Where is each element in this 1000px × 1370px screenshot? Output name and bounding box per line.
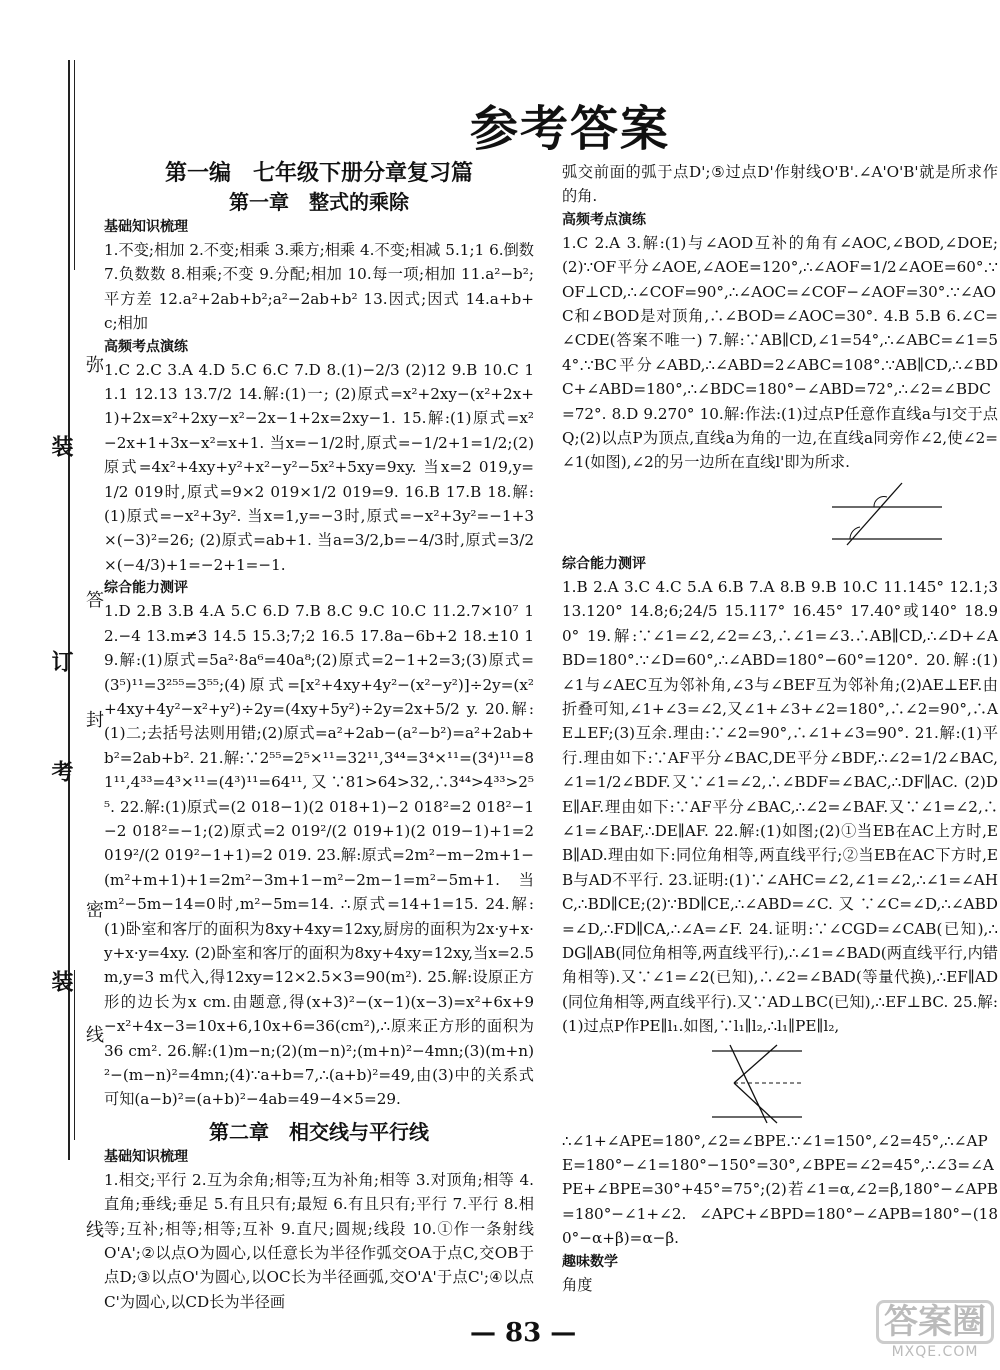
section-heading: 高频考点演练 [104, 338, 188, 355]
answer-block: 1.D 2.B 3.B 4.A 5.C 6.D 7.B 8.C 9.C 10.C 11.2.7×10⁷ 12.−4 13.m≠3 14.5 15.3;7;2 16.5 17.8a−6b+2 18.±10 19.解:(1)原式=5a²·8a⁶=40a⁸;(2)原式=2−1+2=3;(3)原式=(3⁵)¹¹=3²⁵⁵=3⁵⁵;(4)原式=[x²+4xy+4y²−(x²−y²)]÷2y=(x²+4xy+4y²−x²+y²)÷2y=(4xy+5y²)÷2y=2x+5/2 y. 20.解:(1)二;去括号法则用错;(2)原式=a²+2ab−(a²−b²)=a²+2ab+b²=2ab+b². 21.解:∵2⁵⁵=2⁵×¹¹=32¹¹,3⁴⁴=3⁴×¹¹=(3⁴)¹¹=81¹¹,4³³=4³×¹¹=(4³)¹¹=64¹¹,又∵81>64>32,∴3⁴⁴>4³³>2⁵⁵. 22.解:(1)原式=(2 018−1)(2 018+1)−2 018²=2 018²−1−2 018²=−1;(2)原式=2 019²/(2 019+1)(2 019−1)+1=2 019²/(2 019²−1+1)=2 019. 23.解:原式=2m²−m−2m+1−(m²+m+1)+1=2m²−3m+1−m²−2m−1=m²−5m+1. 当m²−5m−14=0时,m²−5m=14. ∴原式=14+1=15. 24.解:(1)卧室和客厅的面积为8xy+4xy=12xy,厨房的面积为2x·y+x·y+x·y=4xy. (2)卧室和客厅的面积为8xy+4xy=12xy,当x=2.5 m,y=3 m代入,得12xy=12×2.5×3=90(m²). 25.解:设原正方形的边长为x cm.由题意,得(x+3)²−(x−1)(x−3)=x²+6x+9−x²+4x−3=10x+6,10x+6=36(cm²),∴原来正方形的面积为36 cm². 26.解:(1)m−n;(2)(m−n)²;(m+n)²−4mn;(3)(m+n)²−(m−n)²=4mn;(4)∵a+b=7,∴(a+b)²=49,由(3)中的关系式可知(a−b)²=(a+b)²−4ab=49−4×5=29. [104, 602, 534, 1109]
watermark-logo [876, 1300, 994, 1364]
answer-block: 1.相交;平行 2.互为余角;相等;互为补角;相等 3.对顶角;相等 4.直角;垂线;垂足 5.有且只有;最短 6.有且只有;平行 7.平行 8.相等;互补;相等;相等;互补 9.直尺;圆规;线段 10.①作一条射线O'A';②以点O为圆心,以任意长为半径作弧交OA于点C,交OB于点D;③以点O'为圆心,以OC长为半径画弧,交O'A'于点C';④以点C'为圆心,以CD长为半径画 [104, 1170, 534, 1311]
figure-parallel-lines [562, 479, 992, 549]
margin-char: 弥 [83, 355, 104, 373]
chapter-heading: 第二章 相交线与平行线 [209, 1119, 429, 1144]
margin-side-char: 考 [48, 760, 74, 782]
section-heading: 趣味数学 [562, 1253, 618, 1270]
answer-block: ∴∠1+∠APE=180°,∠2=∠BPE.∵∠1=150°,∠2=45°,∴∠APE=180°−∠1=180°−150°=30°,∠BPE=∠2=45°,∴∠3=∠APE+∠BPE=30°+45°=75°;(2)若∠1=α,∠2=β,180°−∠APB=180°−∠1+∠2. ∠APC+∠BPD=180°−∠APB=180°−(180°−α+β)=α−β. [562, 1131, 998, 1248]
page-number: — 83 — [470, 1318, 577, 1348]
section-heading: 综合能力测评 [104, 580, 188, 597]
margin-side-char: 装 [48, 435, 74, 457]
page-title: 参考答案 [470, 101, 671, 157]
answer-block: 1.C 2.C 3.A 4.D 5.C 6.C 7.D 8.(1)−2/3 (2)12 9.B 10.C 11.1 12.13 13.7/2 14.解:(1)一; (2)原式=x²+2xy−(x²+2x+1)+2x=x²+2xy−x²−2x−1+2x=2xy−1. 15.解:(1)原式=x²−2x+1+3x−x²=x+1. 当x=−1/2时,原式=−1/2+1=1/2;(2)原式=4x²+4xy+y²+x²−y²−5x²+5xy=9xy. 当x=2 019,y=1/2 019时,原式=9×2 019×1/2 019=9. 16.B 17.B 18.解:(1)原式=−x²+3y². 当x=1,y=−3时,原式=−x²+3y²=−1+3×(−3)²=26; (2)原式=ab+1. 当a=3/2,b=−4/3时,原式=3/2×(−4/3)+1=−2+1=−1. [104, 360, 534, 574]
margin-char: 密 [83, 900, 104, 918]
margin-char: 线 [83, 1025, 104, 1043]
figure-lines-l1-l2 [562, 1043, 992, 1125]
margin-line-bottom [74, 970, 75, 1140]
watermark-url: MXQE.COM [891, 1344, 979, 1360]
watermark-text: 答案圈 [876, 1300, 994, 1344]
margin-char: 线 [83, 1220, 104, 1238]
answer-block: 1.B 2.A 3.C 4.C 5.A 6.B 7.A 8.B 9.B 10.C 11.145° 12.1;3 13.120° 14.8;6;24/5 15.117° 16.45° 17.40°或140° 18.90° 19.解:∵∠1=∠2,∠2=∠3,∴∠1=∠3.∴AB∥CD,∴∠D+∠ABD=180°.∵∠D=60°,∴∠ABD=180°−60°=120°. 20.解:(1)∠1与∠AEC互为邻补角,∠3与∠BEF互为邻补角;(2)AE⊥EF.由折叠可知,∠1+∠3=∠2,又∠1+∠3+∠2=180°,∴∠2=90°,∴AE⊥EF;(3)互余.理由:∵∠2=90°,∴∠1+∠3=90°. 21.解:(1)平行.理由如下:∵AF平分∠BAC,DE平分∠BDF,∴∠2=1/2∠BAC,∠1=1/2∠BDF.又∵∠1=∠2,∴∠BDF=∠BAC,∴DF∥AC. (2)DE∥AF.理由如下:∵AF平分∠BAC,∴∠2=∠BAF.又∵∠1=∠2,∴∠1=∠BAF,∴DE∥AF. 22.解:(1)如图;(2)①当EB在AC上方时,EB∥AD.理由如下:同位角相等,两直线平行;②当EB在AC下方时,EB与AD不平行. 23.证明:(1)∵∠AHC=∠2,∠1=∠2,∴∠1=∠AHC,∴BD∥CE;(2)∵BD∥CE,∴∠ABD=∠C.又∵∠C=∠D,∴∠ABD=∠D,∴FD∥CA,∴∠A=∠F. 24.证明:∵∠CGD=∠CAB(已知),∴DG∥AB(同位角相等,两直线平行),∴∠1=∠BAD(两直线平行,内错角相等).又∵∠1=∠2(已知),∴∠2=∠BAD(等量代换),∴EF∥AD(同位角相等,两直线平行).又∵AD⊥BC(已知),∴EF⊥BC. 25.解:(1)过点P作PE∥l₁.如图,∵l₁∥l₂,∴l₁∥PE∥l₂, [562, 577, 998, 1036]
margin-side-char: 订 [48, 650, 74, 672]
right-column [562, 160, 998, 1297]
section-heading: 基础知识梳理 [104, 1148, 188, 1165]
margin-line-top [74, 60, 75, 270]
left-column [104, 160, 534, 1314]
section-heading: 高频考点演练 [562, 211, 646, 228]
section-heading: 综合能力测评 [562, 555, 646, 572]
binding-margin [48, 60, 104, 1238]
margin-line [68, 60, 70, 1160]
answer-block: 1.C 2.A 3.解:(1)与∠AOD互补的角有∠AOC,∠BOD,∠DOE;(2)∵OF平分∠AOE,∠AOE=120°,∴∠AOF=1/2∠AOE=60°.∵OF⊥CD,∴∠COF=90°,∴∠AOC=∠COF−∠AOF=30°.∵∠AOC和∠BOD是对顶角,∴∠BOD=∠AOC=30°. 4.B 5.B 6.∠C=∠CDE(答案不唯一) 7.解:∵AB∥CD,∠1=54°,∴∠ABC=∠1=54°.∵BC平分∠ABD,∴∠ABD=2∠ABC=108°.∵AB∥CD,∴∠BDC+∠ABD=180°,∴∠BDC=180°−∠ABD=72°,∴∠2=∠BDC=72°. 8.D 9.270° 10.解:作法:(1)过点P任意作直线a与l交于点Q;(2)以点P为顶点,直线a为角的一边,在直线a同旁作∠2,使∠2=∠1(如图),∠2的另一边所在直线l'即为所求. [562, 233, 998, 472]
section-heading: 基础知识梳理 [104, 219, 188, 235]
margin-char: 封 [83, 710, 104, 728]
answer-block: 弧交前面的弧于点D';⑤过点D'作射线O'B'.∠A'O'B'就是所求作的角. [562, 163, 998, 206]
margin-char: 答 [83, 590, 104, 608]
chapter-heading: 第一章 整式的乘除 [229, 190, 409, 214]
answer-block: 角度 [562, 1275, 593, 1294]
answer-block: 1.不变;相加 2.不变;相乘 3.乘方;相乘 4.不变;相减 5.1;1 6.倒数 7.负数数 8.相乘;不变 9.分配;相加 10.每一项;相加 11.a²−b²;平方差 12.a²+2ab+b²;a²−2ab+b² 13.因式;因式 14.a+b+c;相加 [104, 241, 534, 333]
margin-side-char: 装 [48, 970, 74, 992]
part-heading: 第一编 七年级下册分章复习篇 [164, 161, 473, 186]
